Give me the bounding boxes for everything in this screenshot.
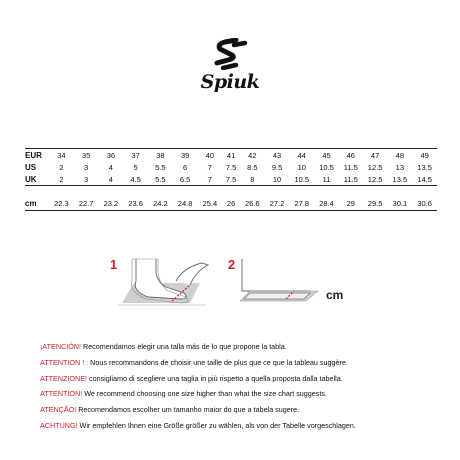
size-cell: 40 — [198, 149, 223, 162]
size-cell: 23.2 — [99, 196, 124, 211]
size-cell: 30.1 — [387, 196, 412, 211]
size-cell: 10.5 — [319, 162, 334, 172]
size-cell: 30.6 — [412, 196, 437, 211]
advice-note — [40, 418, 440, 434]
warning-label: ATTENZIONE! — [40, 373, 87, 383]
size-cell: 29 — [339, 196, 363, 211]
advice-note — [40, 386, 440, 402]
size-cell: 46 — [339, 149, 363, 162]
step-2-panel — [228, 257, 343, 302]
size-cell: 10 — [272, 174, 282, 184]
advice-note — [40, 402, 440, 418]
size-cell: 3 — [84, 174, 89, 184]
row-label: cm — [25, 196, 49, 211]
size-cell: 42 — [240, 149, 265, 162]
size-cell: 29.5 — [363, 196, 388, 211]
warning-label: ATTENTION ! : — [40, 357, 89, 367]
size-cell: 22.7 — [74, 196, 99, 211]
size-cell: 5.5 — [155, 174, 166, 184]
warning-label: ¡ATENCIÓN! — [40, 342, 81, 351]
size-cell: 26.6 — [240, 196, 265, 211]
advice-note — [40, 371, 440, 387]
size-cell: 36 — [99, 149, 124, 162]
size-row-cm — [25, 196, 437, 211]
row-label: US — [25, 162, 37, 172]
note-text: consigliamo di scegliere una taglia in più rispetto a quella proposta dalla tabella. — [87, 373, 343, 383]
size-cell: 8.5 — [247, 162, 258, 172]
measuring-illustration — [110, 255, 360, 325]
size-cell: 5.5 — [155, 162, 166, 172]
row-label: UK — [25, 174, 37, 184]
size-cell: 4.5 — [130, 174, 141, 184]
size-cell: 27.2 — [265, 196, 290, 211]
warning-label: ACHTUNG! — [40, 420, 78, 430]
size-cell: 7.5 — [225, 162, 237, 172]
size-cell: 24.8 — [173, 196, 198, 211]
step-1-number: 1 — [110, 257, 118, 272]
table-divider — [25, 186, 437, 197]
size-cell: 14.5 — [417, 174, 432, 184]
size-cell: 6.5 — [179, 174, 191, 184]
step-2-number: 2 — [228, 257, 236, 272]
size-cell: 7 — [207, 174, 212, 184]
note-text: Recomendamos elegir una talla más de lo que propone la tabla. — [81, 342, 287, 351]
size-cell: 24.2 — [148, 196, 173, 211]
size-cell: 11 — [322, 174, 331, 184]
size-cell: 11.5 — [343, 162, 358, 172]
warning-label: ATTENTION! — [40, 389, 83, 399]
size-cell: 11.5 — [343, 174, 358, 184]
size-cell: 41 — [222, 149, 240, 162]
size-cell: 47 — [363, 149, 388, 162]
size-cell: 13.5 — [392, 174, 408, 184]
brand-wordmark: Spiuk — [200, 71, 260, 93]
size-cell: 44 — [289, 149, 314, 162]
note-text: Wir empfehlen Ihnen eine Größe größer zu wählen, als von der Tabelle vorgeschlagen. — [77, 420, 356, 430]
size-cell: 3 — [84, 162, 89, 172]
size-cell: 37 — [123, 149, 148, 162]
advice-note — [40, 339, 440, 355]
size-cell: 22.3 — [49, 196, 74, 211]
size-chart-table — [25, 148, 437, 211]
size-cell: 48 — [387, 149, 412, 162]
size-advice-notes — [40, 339, 440, 434]
size-cell: 27.8 — [289, 196, 314, 211]
size-row-uk — [25, 173, 437, 186]
size-cell: 34 — [49, 149, 74, 162]
size-cell: 2 — [59, 162, 64, 172]
note-text: We recommend choosing one size higher than what the size chart suggests. — [82, 389, 327, 399]
size-cell: 10.5 — [294, 174, 310, 184]
size-cell: 5 — [133, 162, 138, 172]
size-cell: 49 — [412, 149, 437, 162]
size-cell: 7 — [207, 162, 212, 172]
spiuk-s-logo-icon — [212, 38, 248, 70]
size-cell: 23.6 — [123, 196, 148, 211]
size-cell: 4 — [108, 162, 113, 172]
size-cell: 45 — [314, 149, 339, 162]
note-text: Nous recommandons de choisir une taille de plus que ce que la tableau suggère. — [88, 357, 348, 367]
size-cell: 35 — [74, 149, 99, 162]
warning-label: ATENÇÃO! — [40, 405, 77, 415]
size-cell: 26 — [222, 196, 240, 211]
size-cell: 7.5 — [225, 174, 237, 184]
size-cell: 12.5 — [367, 174, 383, 184]
size-row-us — [25, 161, 437, 173]
advice-note — [40, 355, 440, 371]
size-cell: 13 — [395, 162, 405, 172]
row-label: EUR — [25, 149, 49, 162]
size-cell: 9.5 — [271, 162, 283, 172]
size-cell: 12.5 — [367, 162, 383, 172]
size-cell: 4 — [108, 174, 113, 184]
unit-label: cm — [326, 288, 344, 302]
size-cell: 13.5 — [417, 162, 432, 172]
size-cell: 2 — [59, 174, 64, 184]
note-text: Recomendamos escolher um tamanho maior do que a tabela sugere. — [76, 405, 300, 415]
size-cell: 10 — [297, 162, 306, 172]
brand-logo — [200, 38, 260, 96]
size-row-eur — [25, 149, 437, 162]
size-cell: 43 — [265, 149, 290, 162]
size-cell: 39 — [173, 149, 198, 162]
size-cell: 28.4 — [314, 196, 339, 211]
step-1-panel — [110, 257, 208, 305]
size-cell: 6 — [183, 162, 188, 172]
size-cell: 8 — [250, 174, 255, 184]
size-cell: 38 — [148, 149, 173, 162]
size-cell: 25.4 — [198, 196, 223, 211]
